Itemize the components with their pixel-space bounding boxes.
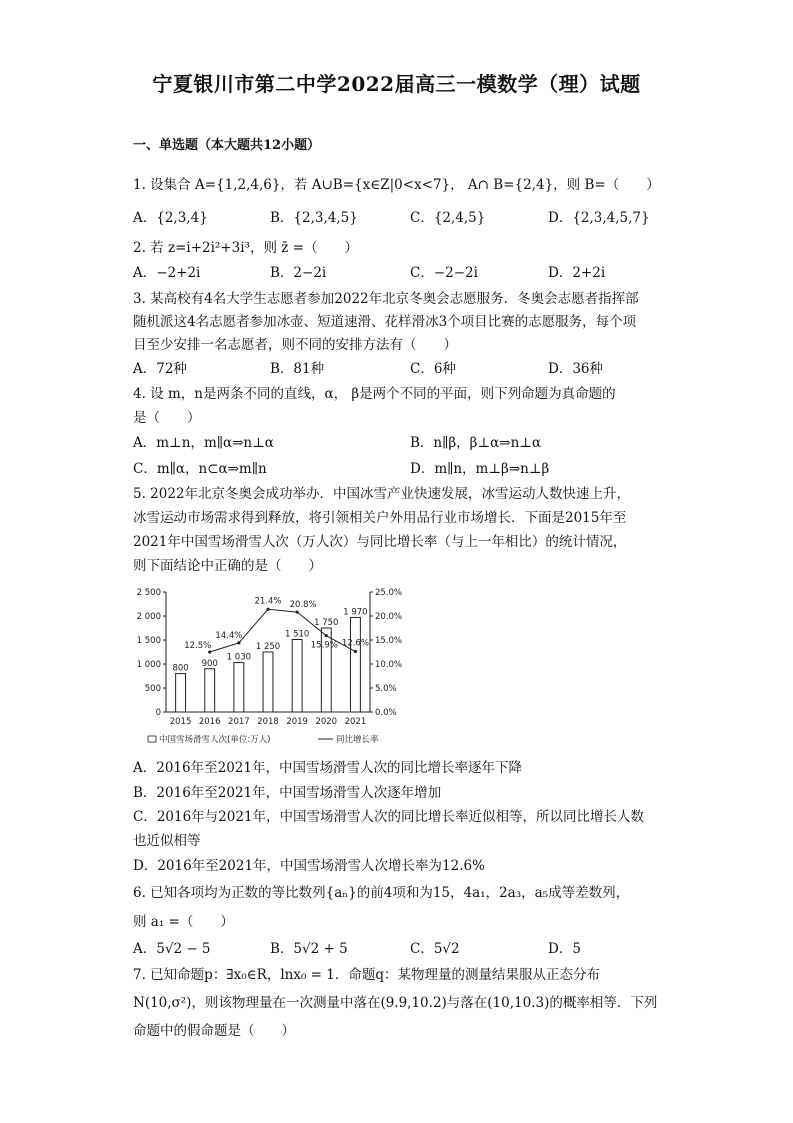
left-tick-label: 1 000 (136, 660, 161, 670)
bar (234, 663, 244, 712)
q3-option-a: A．72种 (133, 361, 187, 377)
q1-option-b: B．{2,3,4,5} (270, 210, 358, 226)
left-tick-label: 2 000 (136, 612, 161, 622)
question-6-stem-line-2: 则 a₁ =（ ） (133, 914, 234, 930)
bar-value-label: 1 250 (255, 642, 281, 652)
q6-option-a: A．5√2 − 5 (133, 941, 211, 957)
right-tick-label: 5.0% (375, 684, 397, 694)
bar-value-label: 800 (172, 663, 189, 674)
question-1-stem: 1. 设集合 A={1,2,4,6}，若 A∪B={x∈Z|0<x<7}， A∩ B={2,4}，则 B=（ ） (133, 177, 660, 193)
growth-rate-point (296, 611, 299, 614)
question-2-stem: 2. 若 z=i+2i²+3i³，则 z̄ =（ ） (133, 240, 358, 256)
q4-option-a: A．m⊥n，m∥α⇒n⊥α (133, 435, 274, 451)
x-tick-label: 2017 (228, 717, 250, 727)
question-6-stem-line-1: 6. 已知各项均为正数的等比数列{aₙ}的前4项和为15，4a₁，2a₃，a₅成等差数列， (133, 885, 630, 901)
question-3-stem-line-1: 3. 某高校有4名大学生志愿者参加2022年北京冬奥会志愿服务．冬奥会志愿者指挥部 (133, 291, 639, 307)
q5-option-d: D．2016年至2021年，中国雪场滑雪人次增长率为12.6% (133, 858, 485, 874)
x-tick-label: 2019 (286, 717, 308, 727)
q1-option-a: A．{2,3,4} (133, 210, 208, 226)
right-tick-label: 10.0% (375, 660, 403, 670)
legend-bar-swatch (148, 736, 156, 742)
growth-rate-label: 15.9% (310, 640, 338, 651)
bar (292, 640, 302, 712)
legend-line-label: 同比增长率 (336, 735, 379, 745)
right-tick-label: 25.0% (375, 588, 403, 598)
question-7-stem-line-3: 命题中的假命题是（ ） (133, 1023, 295, 1039)
q2-option-c: C．−2−2i (410, 265, 478, 281)
growth-rate-label: 12.6% (341, 638, 369, 649)
growth-rate-label: 14.4% (215, 630, 243, 641)
q4-option-c: C．m∥α，n⊂α⇒m∥n (133, 461, 267, 477)
left-tick-label: 2 500 (136, 588, 161, 598)
growth-rate-point (266, 608, 269, 611)
q5-option-c-line-1: C．2016年与2021年，中国雪场滑雪人次的同比增长率近似相等，所以同比增长人数 (133, 809, 645, 825)
question-4-stem-line-2: 是（ ） (133, 410, 201, 426)
q5-option-c-line-2: 也近似相等 (133, 833, 201, 849)
bar-value-label: 1 970 (343, 607, 368, 618)
left-tick-label: 0 (155, 708, 161, 718)
q1-option-c: C．{2,4,5} (410, 210, 486, 226)
q2-option-a: A．−2+2i (133, 265, 201, 281)
legend-bar-label: 中国雪场滑雪人次(单位:万人) (159, 735, 271, 745)
bar-value-label: 1 030 (226, 652, 252, 663)
question-5-stem-line-2: 冰雪运动市场需求得到释放，将引领相关户外用品行业市场增长．下面是2015年至 (133, 510, 627, 526)
q5-option-b: B．2016年至2021年，中国雪场滑雪人次逐年增加 (133, 785, 442, 801)
right-tick-label: 15.0% (375, 636, 403, 646)
x-tick-label: 2015 (169, 717, 192, 727)
section-heading: 一、单选题（本大题共12小题） (133, 138, 321, 153)
q4-option-b: B．n∥β，β⊥α⇒n⊥α (410, 435, 542, 451)
q6-option-c: C．5√2 (410, 941, 460, 957)
question-5-stem-line-3: 2021年中国雪场滑雪人次（万人次）与同比增长率（与上一年相比）的统计情况， (133, 534, 627, 550)
q4-option-d: D．m∥n，m⊥β⇒n⊥β (410, 461, 550, 477)
q3-option-c: C．6种 (410, 361, 456, 377)
growth-rate-point (237, 641, 240, 644)
x-tick-label: 2016 (198, 717, 221, 727)
bar (205, 669, 215, 712)
right-tick-label: 20.0% (375, 612, 403, 622)
growth-rate-label: 12.5% (184, 641, 212, 651)
bar (350, 617, 360, 712)
question-4-stem-line-1: 4. 设 m，n是两条不同的直线，α， β是两个不同的平面，则下列命题为真命题的 (133, 386, 616, 402)
page-title: 宁夏银川市第二中学2022届高三一模数学（理）试题 (152, 72, 641, 96)
x-tick-label: 2018 (257, 717, 279, 727)
question-3-stem-line-3: 目至少安排一名志愿者，则不同的安排方法有（ ） (133, 337, 457, 353)
left-tick-label: 1 500 (136, 636, 161, 646)
q6-option-d: D．5 (548, 941, 581, 957)
growth-rate-point (325, 634, 328, 637)
bar-value-label: 1 750 (314, 618, 339, 628)
q1-option-d: D．{2,3,4,5,7} (548, 210, 650, 226)
question-5-stem-line-1: 5. 2022年北京冬奥会成功举办．中国冰雪产业快速发展，冰雪运动人数快速上升， (133, 486, 631, 502)
question-5-stem-line-4: 则下面结论中正确的是（ ） (133, 558, 322, 574)
growth-rate-label: 21.4% (254, 596, 282, 607)
q3-option-b: B．81种 (270, 361, 325, 377)
right-tick-label: 0.0% (375, 708, 397, 718)
growth-rate-point (354, 650, 357, 653)
q6-option-b: B．5√2 + 5 (270, 941, 348, 957)
question-7-stem-line-2: N(10,σ²)，则该物理量在一次测量中落在(9.9,10.2)与落在(10,10.3)的概率相等．下列 (133, 995, 658, 1011)
x-tick-label: 2021 (344, 717, 367, 727)
bar-value-label: 1 510 (284, 629, 310, 640)
bar (176, 674, 186, 712)
question-3-stem-line-2: 随机派这4名志愿者参加冰壶、短道速滑、花样滑冰3个项目比赛的志愿服务，每个项 (133, 314, 637, 330)
x-tick-label: 2020 (315, 717, 338, 727)
ski-visits-chart (128, 580, 418, 750)
bar-value-label: 900 (201, 658, 218, 669)
growth-rate-label: 20.8% (289, 600, 317, 611)
left-tick-label: 500 (144, 684, 161, 694)
q5-option-a: A．2016年至2021年，中国雪场滑雪人次的同比增长率逐年下降 (133, 760, 522, 776)
bar (263, 652, 273, 712)
q3-option-d: D．36种 (548, 361, 604, 377)
q2-option-b: B．2−2i (270, 265, 327, 281)
question-7-stem-line-1: 7. 已知命题p：∃x₀∈R，lnx₀ = 1．命题q：某物理量的测量结果服从正态分布 (133, 967, 600, 983)
q2-option-d: D．2+2i (548, 265, 606, 281)
